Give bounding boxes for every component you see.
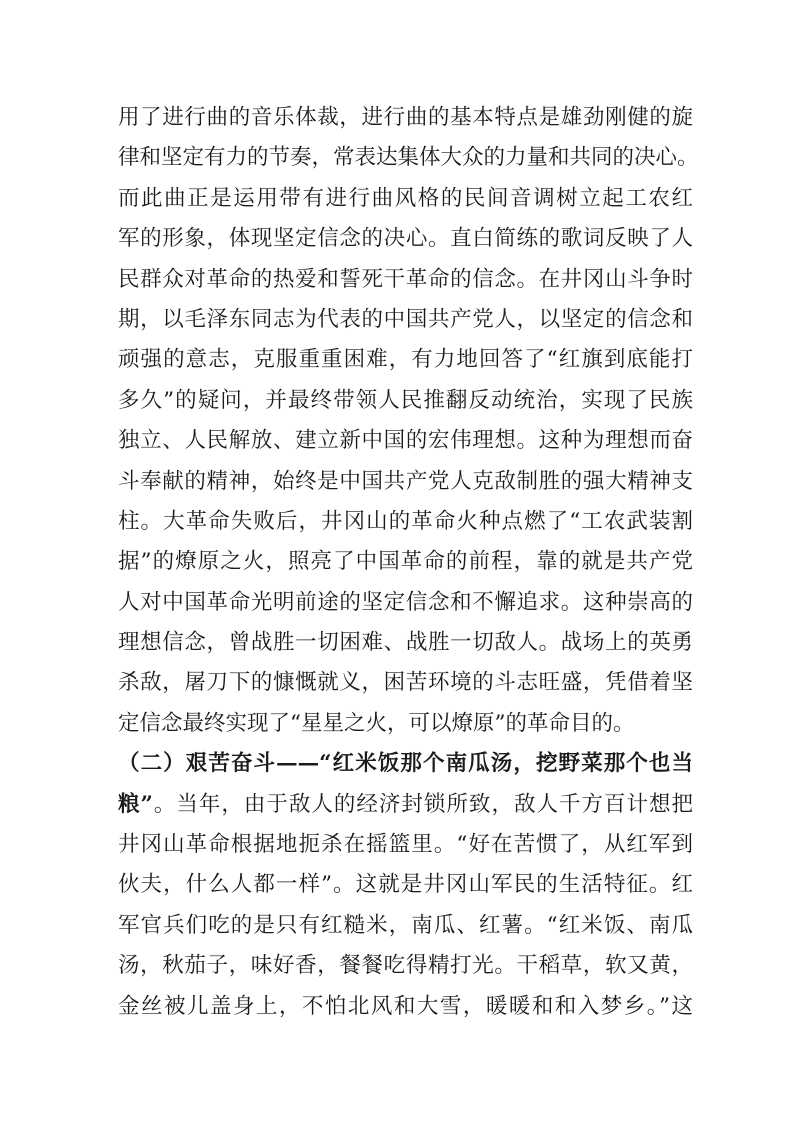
text-line-22: 汤，秋茄子，味好香，餐餐吃得精打光。干稻草，软又黄， (118, 953, 693, 979)
text-line-19: 井冈山革命根据地扼杀在摇篮里。“好在苦惯了，从红军到 (118, 832, 693, 858)
text-line-5: 民群众对革命的热爱和誓死干革命的信念。在井冈山斗争时 (118, 266, 693, 292)
section-heading-continuation (118, 785, 693, 825)
text-line-4: 军的形象，体现坚定信念的决心。直白简练的歌词反映了人 (118, 226, 693, 252)
section-heading: （二）艰苦奋斗——“红米饭那个南瓜汤，挖野菜那个也当 (118, 751, 693, 777)
text-line-2: 律和坚定有力的节奏，常表达集体大众的力量和共同的决心。 (118, 145, 699, 171)
body-text (118, 98, 699, 1027)
text-line-13: 人对中国革命光明前途的坚定信念和不懈追求。这种崇高的 (118, 589, 693, 615)
text-line-14: 理想信念，曾战胜一切困难、战胜一切敌人。战场上的英勇 (118, 630, 693, 656)
text-line-6: 期，以毛泽东同志为代表的中国共产党人，以坚定的信念和 (118, 306, 693, 332)
text-line-3: 而此曲正是运用带有进行曲风格的民间音调树立起工农红 (118, 185, 693, 211)
text-line-23: 金丝被儿盖身上，不怕北风和大雪，暖暖和和入梦乡。”这 (118, 993, 693, 1019)
text-line-8: 多久”的疑问，并最终带领人民推翻反动统治，实现了民族 (118, 387, 693, 413)
text-line-7: 顽强的意志，克服重重困难，有力地回答了“红旗到底能打 (118, 347, 693, 373)
text-line-15: 杀敌，屠刀下的慷慨就义，困苦环境的斗志旺盛，凭借着坚 (118, 670, 693, 696)
text-line-16: 定信念最终实现了“星星之火，可以燎原”的革命目的。 (118, 710, 635, 736)
paragraph-start: 。当年，由于敌人的经济封锁所致，敌人千方百计想把 (152, 791, 693, 817)
section-heading-end: 粮” (118, 791, 153, 817)
text-line-10: 斗奉献的精神，始终是中国共产党人克敌制胜的强大精神支 (118, 468, 693, 494)
text-line-1: 用了进行曲的音乐体裁，进行曲的基本特点是雄劲刚健的旋 (118, 105, 693, 130)
text-line-21: 军官兵们吃的是只有红糙米，南瓜、红薯。“红米饭、南瓜 (118, 912, 693, 938)
text-line-11: 柱。大革命失败后，井冈山的革命火种点燃了“工农武装割 (118, 508, 693, 534)
text-line-12: 据”的燎原之火，照亮了中国革命的前程，靠的就是共产党 (118, 549, 693, 575)
text-line-9: 独立、人民解放、建立新中国的宏伟理想。这种为理想而奋 (118, 428, 693, 454)
text-line-20: 伙夫，什么人都一样”。这就是井冈山军民的生活特征。红 (118, 872, 693, 898)
